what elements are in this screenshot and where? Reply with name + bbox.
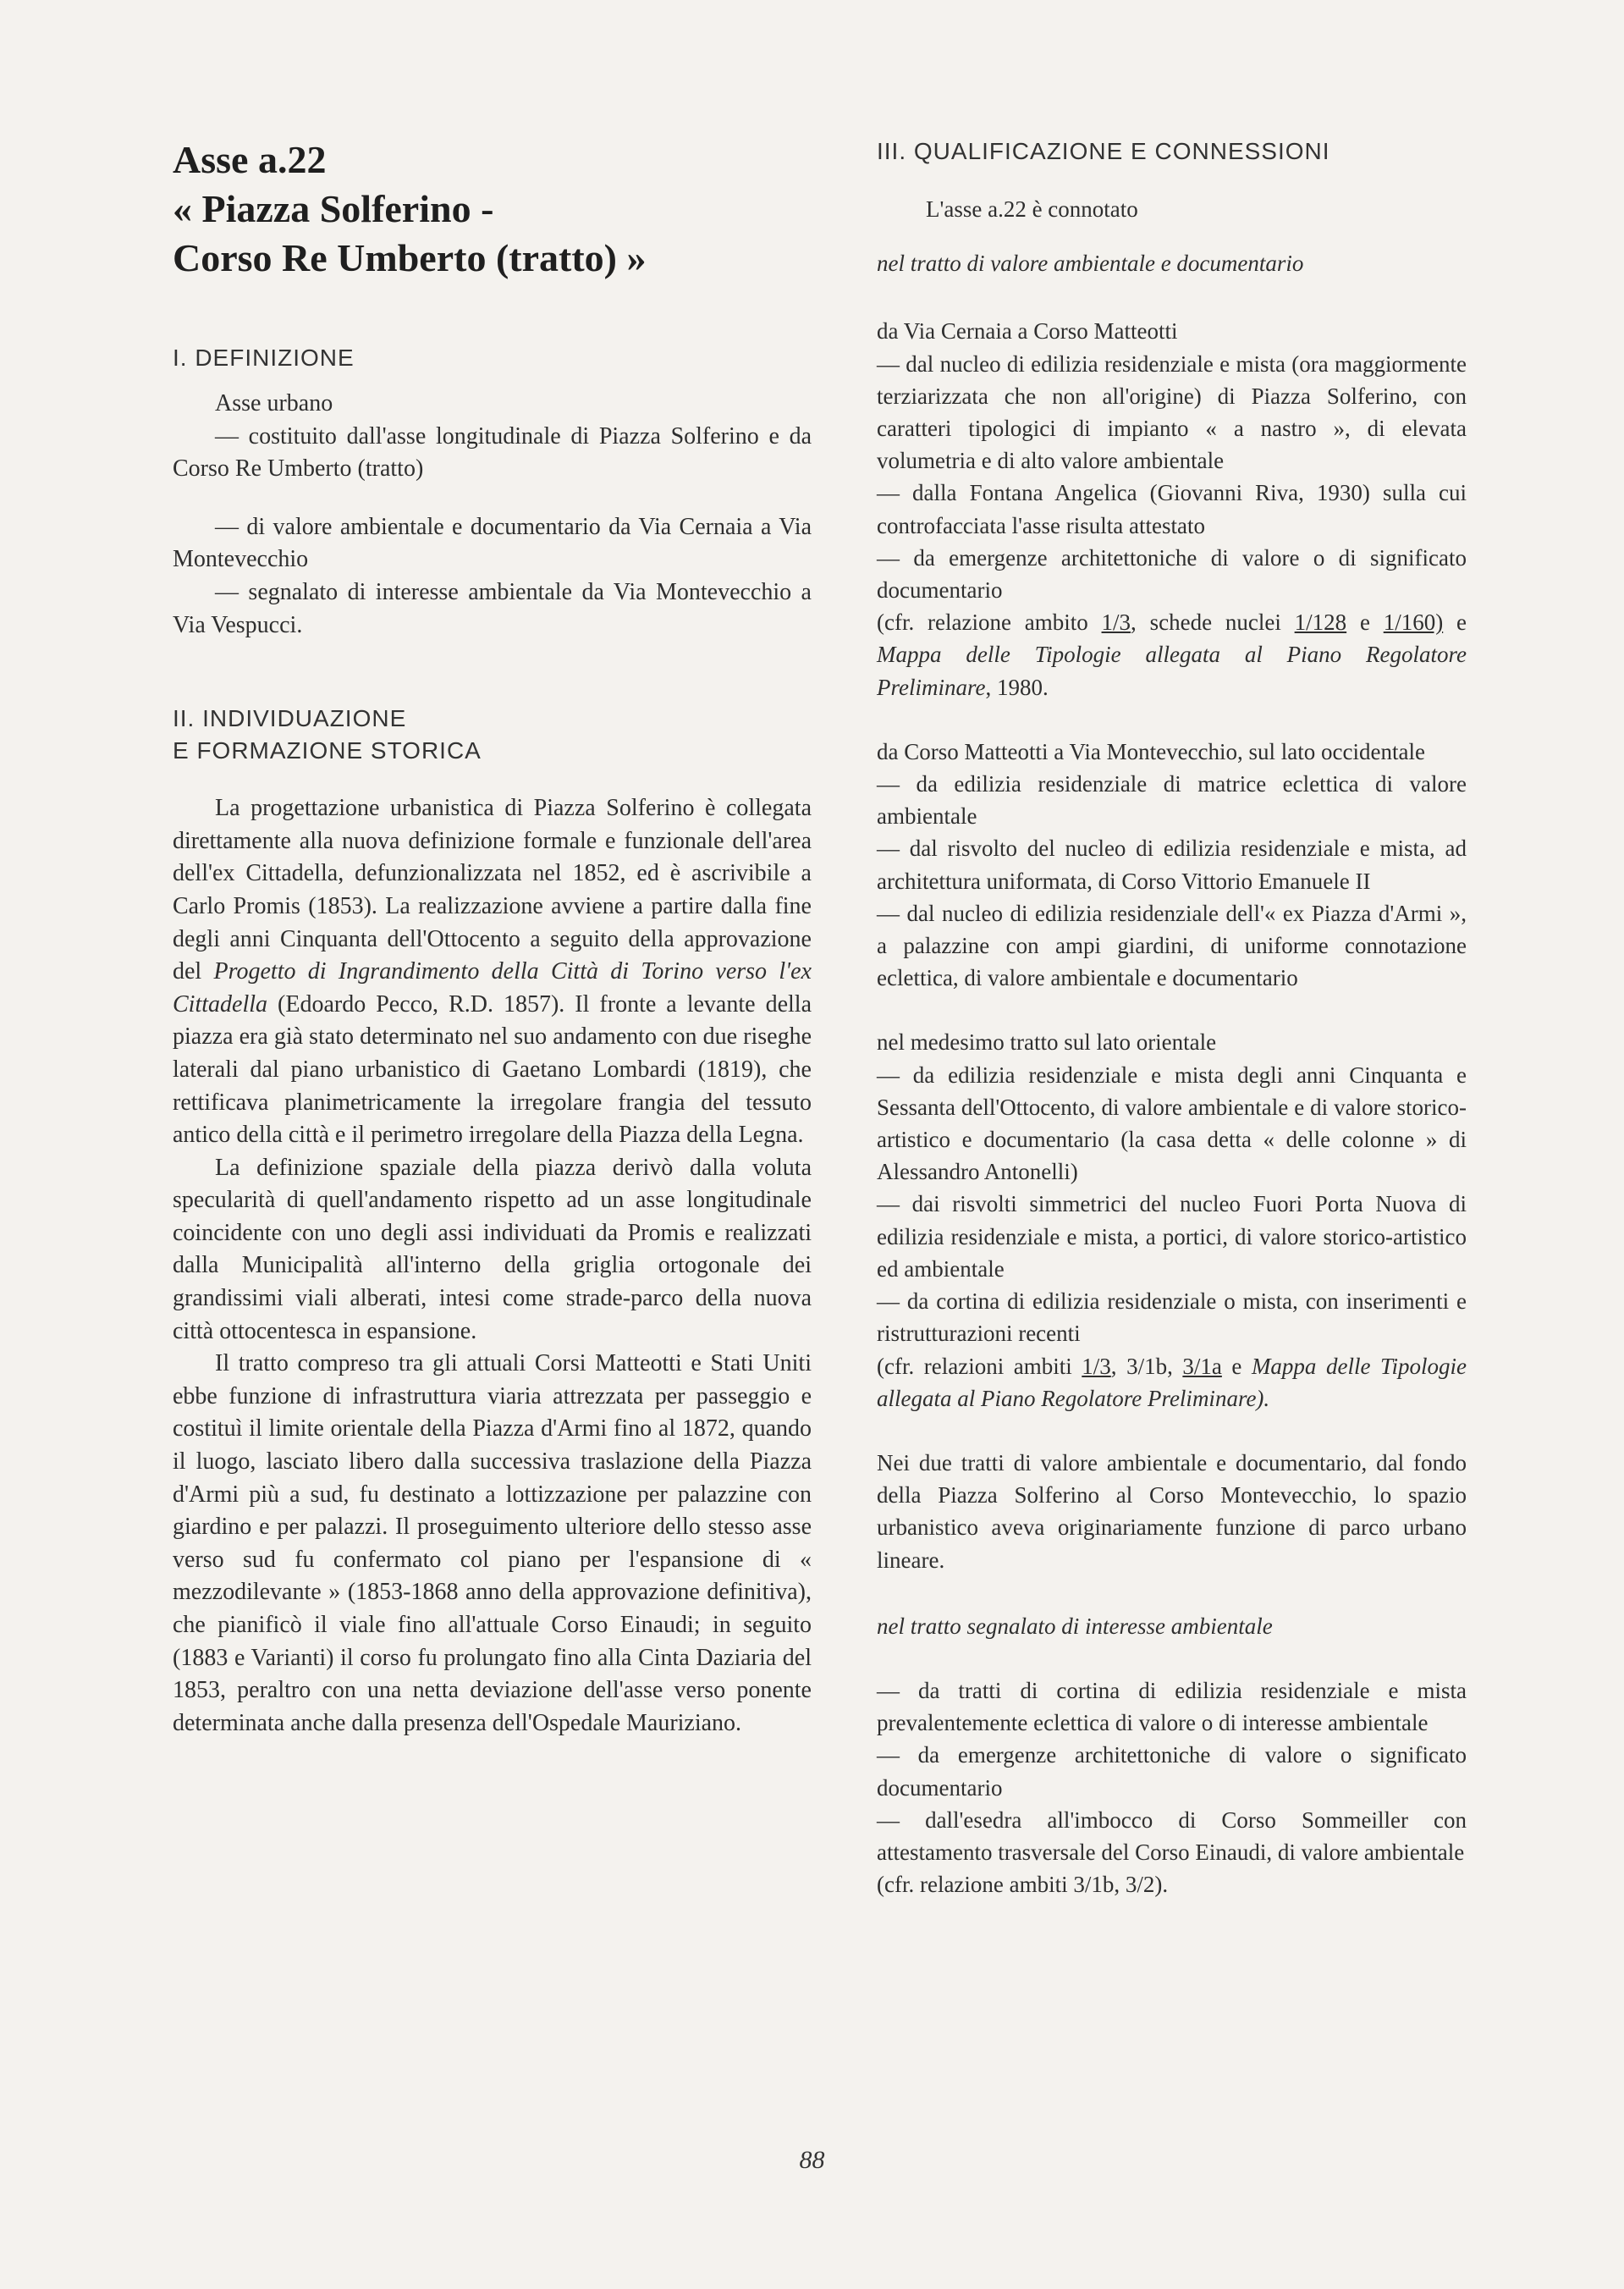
title-line-1: Asse a.22	[173, 138, 327, 181]
ref-text: (cfr. relazioni ambiti	[877, 1353, 1082, 1379]
block1-reference	[877, 606, 1467, 703]
block3-line-2: — da edilizia residenziale e mista degli anni Cinquanta e Sessanta dell'Ottocento, di valore ambientale e di valore storico-artistico e documentario (la casa detta « delle colonne » di Alessandro Antonelli)	[877, 1062, 1467, 1185]
subheading-valore-ambientale: nel tratto di valore ambientale e documentario	[877, 251, 1304, 277]
block-lato-orientale	[877, 1026, 1467, 1414]
block1-line-4: — da emergenze architettoniche di valore o di significato documentario	[877, 544, 1467, 604]
definizione-paragraph-3: — segnalato di interesse ambientale da Via Montevecchio a Via Vespucci.	[173, 578, 812, 638]
ref-text: e	[1346, 609, 1384, 636]
heading-line-2: E FORMAZIONE STORICA	[173, 737, 482, 764]
left-column	[173, 135, 812, 1740]
title-line-3: Corso Re Umberto (tratto) »	[173, 236, 647, 279]
ref-underlined: 3/1a	[1182, 1353, 1222, 1379]
block5-line-4: (cfr. relazione ambiti 3/1b, 3/2).	[877, 1872, 1169, 1898]
block3-reference	[877, 1350, 1467, 1415]
ref-text: , 1980.	[985, 674, 1049, 700]
qualificazione-intro: L'asse a.22 è connotato	[926, 196, 1138, 222]
block3-line-1: nel medesimo tratto sul lato orientale	[877, 1029, 1217, 1056]
ref-text: , 3/1b,	[1110, 1353, 1183, 1379]
section-heading-definizione: I. DEFINIZIONE	[173, 345, 355, 371]
block2-line-3: — dal risvolto del nucleo di edilizia residenziale e mista, ad architettura uniformata, di Corso Vittorio Emanuele II	[877, 836, 1467, 894]
block5-line-2: — da emergenze architettoniche di valore o significato documentario	[877, 1742, 1467, 1801]
definizione-paragraph-1	[173, 388, 812, 486]
ref-text: e	[1443, 609, 1467, 636]
definizione-text-1: — costituito dall'asse longitudinale di Piazza Solferino e da Corso Re Umberto (tratto)	[173, 422, 812, 483]
ref-underlined: 1/160)	[1383, 609, 1444, 636]
page-number: 88	[799, 2146, 825, 2174]
storia-paragraph-2: La definizione spaziale della piazza derivò dalla voluta specularità di quell'andamento rispetto ad un asse longitudinale coincidente con uno degli assi individuati da Promis e realizzati dalla Municipalità all'interno della griglia ortogonale dei grandissimi viali alberati, intesi come strade-parco della nuova città ottocentesca in espansione.	[173, 1154, 812, 1344]
block1-line-3: — dalla Fontana Angelica (Giovanni Riva, 1930) sulla cui controfacciata l'asse risulta attestato	[877, 480, 1467, 538]
subheading-interesse-ambientale: nel tratto segnalato di interesse ambientale	[877, 1613, 1273, 1639]
ref-underlined: 1/3	[1082, 1353, 1111, 1379]
block5-line-3: — dall'esedra all'imbocco di Corso Sommeiller con attestamento trasversale del Corso Einaudi, di valore ambientale	[877, 1806, 1467, 1865]
block1-line-1: da Via Cernaia a Corso Matteotti	[877, 318, 1178, 345]
storia-paragraph-3: Il tratto compreso tra gli attuali Corsi Matteotti e Stati Uniti ebbe funzione di infrastruttura viaria attrezzata per passeggio e costituì il limite orientale della Piazza d'Armi fino al 1872, quando il luogo, lasciato libero dalla successiva traslazione della Piazza d'Armi più a sud, fu destinato a lottizzazione per palazzine con giardino e per palazzi. Il proseguimento ulteriore dello stesso asse verso sud fu confermato col piano per l'espansione di « mezzodilevante » (1853-1868 anno della approvazione definitiva), che pianificò il viale fino all'attuale Corso Einaudi; in seguito (1883 e Varianti) il corso fu prolungato fino alla Cinta Daziaria del 1853, peraltro con una netta deviazione dell'asse verso ponente determinata anche dalla presenza dell'Ospedale Mauriziano.	[173, 1350, 812, 1736]
block2-line-4: — dal nucleo di edilizia residenziale dell'« ex Piazza d'Armi », a palazzine con ampi giardini, di uniforme connotazione eclettica, di valore ambientale e documentario	[877, 900, 1467, 991]
block-interesse-ambientale	[877, 1674, 1467, 1900]
block-cernaia-matteotti	[877, 315, 1467, 703]
block-parco-urbano: Nei due tratti di valore ambientale e documentario, dal fondo della Piazza Solferino al Corso Montevecchio, lo spazio urbanistico aveva originariamente funzione di parco urbano lineare.	[877, 1449, 1467, 1573]
ref-text: e	[1221, 1353, 1252, 1379]
block3-line-3: — dai risvolti simmetrici del nucleo Fuori Porta Nuova di edilizia residenziale e mista, a portici, di valore storico-artistico ed ambientale	[877, 1191, 1467, 1282]
title-line-2: « Piazza Solferino -	[173, 187, 494, 230]
ref-italic: Mappa delle Tipologie allegata al Piano Regolatore Preliminare	[877, 642, 1467, 700]
section-heading-qualificazione: III. QUALIFICAZIONE E CONNESSIONI	[877, 138, 1330, 164]
article-title	[173, 135, 812, 283]
definizione-lead: Asse urbano	[215, 390, 333, 416]
block2-line-1: da Corso Matteotti a Via Montevecchio, sul lato occidentale	[877, 738, 1425, 764]
block5-line-1: — da tratti di cortina di edilizia residenziale e mista prevalentemente eclettica di valore o di interesse ambientale	[877, 1677, 1467, 1736]
right-column	[877, 135, 1467, 1900]
ref-underlined: 1/3	[1101, 609, 1131, 636]
storia-p1-italic: Progetto di Ingrandimento della Città di Torino verso l'ex Cittadella	[173, 958, 812, 1018]
block1-line-2: — dal nucleo di edilizia residenziale e mista (ora maggiormente terziarizzata che non all'origine) di Piazza Solferino, con caratteri tipologici di impianto « a nastro », di elevata volumetria e di alto valore ambientale	[877, 350, 1467, 474]
ref-underlined: 1/128	[1294, 609, 1347, 636]
section-heading-individuazione	[173, 703, 812, 767]
definizione-paragraph-2: — di valore ambientale e documentario da Via Cernaia a Via Montevecchio	[173, 513, 812, 573]
ref-text: , schede nuclei	[1131, 609, 1295, 636]
heading-line-1: II. INDIVIDUAZIONE	[173, 705, 407, 732]
block3-line-4: — da cortina di edilizia residenziale o mista, con inserimenti e ristrutturazioni recenti	[877, 1288, 1467, 1347]
storia-p1-text-a: La progettazione urbanistica di Piazza Solferino è collegata direttamente alla nuova definizione formale e funzionale dell'area dell'ex Cittadella, defunzionalizzata nel 1852, ed è ascrivibile a Carlo Promis (1853). La realizzazione avviene a partire dalla fine degli anni Cinquanta dell'Ottocento a seguito della approvazione del	[173, 795, 812, 985]
block-matteotti-montevecchio	[877, 736, 1467, 995]
storia-p1-text-b: (Edoardo Pecco, R.D. 1857). Il fronte a levante della piazza era già stato determinato nel suo andamento con due riseghe laterali dal piano urbanistico di Gaetano Lombardi (1819), che rettificava planimetricamente la irregolare frangia del tessuto antico della città e il perimetro irregolare della Piazza della Legna.	[173, 990, 812, 1149]
storia-paragraph-1	[173, 792, 812, 1152]
block2-line-2: — da edilizia residenziale di matrice eclettica di valore ambientale	[877, 771, 1467, 830]
ref-text: (cfr. relazione ambito	[877, 609, 1102, 636]
ref-italic: Mappa delle Tipologie allegata al Piano Regolatore Preliminare).	[877, 1353, 1467, 1411]
